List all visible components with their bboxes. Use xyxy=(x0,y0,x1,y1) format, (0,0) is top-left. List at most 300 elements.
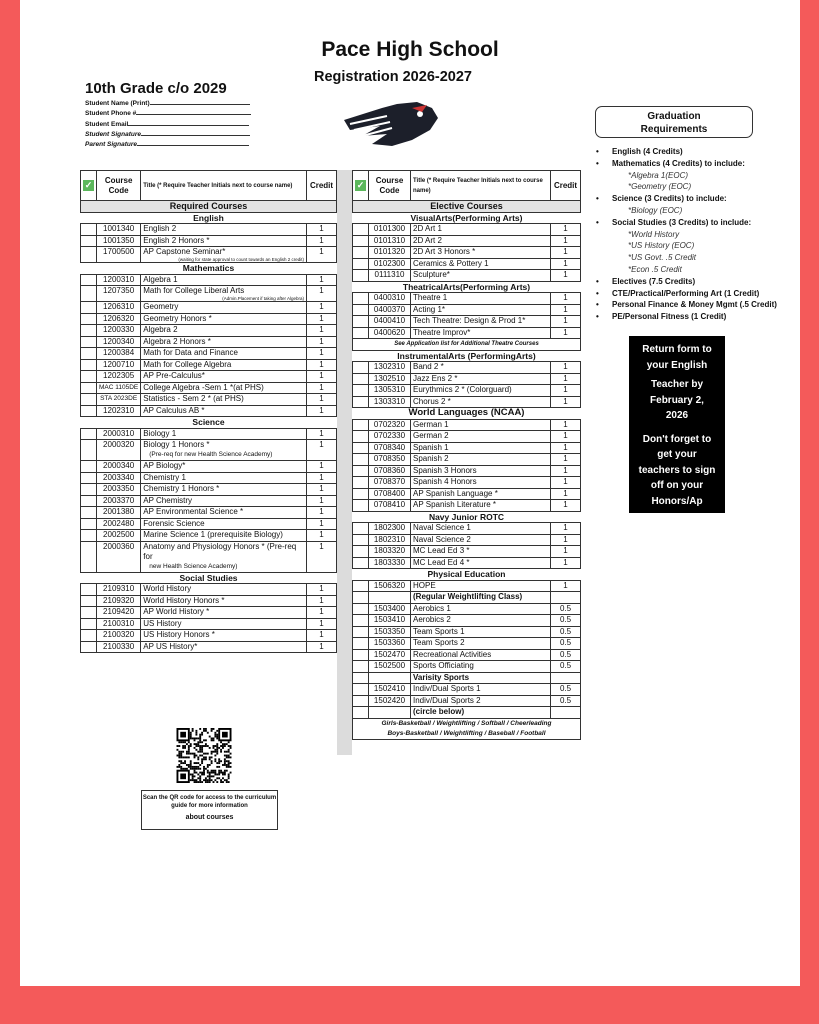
course-checkbox[interactable] xyxy=(81,495,97,507)
return-line: off on your xyxy=(650,480,704,491)
qr-caption: Scan the QR code for access to the curriculum guide for more information xyxy=(142,795,277,809)
table-header xyxy=(81,171,337,201)
page-subtitle: Registration 2026-2027 xyxy=(314,69,472,85)
course-checkbox[interactable] xyxy=(353,327,369,339)
course-row xyxy=(353,316,581,328)
course-code: 1803330 xyxy=(369,557,411,569)
course-title: Varisity Sports xyxy=(411,672,551,684)
section-header-row xyxy=(353,350,581,362)
course-credit: 1 xyxy=(307,302,337,314)
course-title: Algebra 2 xyxy=(141,325,307,337)
course-checkbox[interactable] xyxy=(353,684,369,696)
course-row xyxy=(353,362,581,374)
course-title: World History Honors * xyxy=(141,595,307,607)
course-checkbox[interactable] xyxy=(81,382,97,394)
course-credit: 1 xyxy=(307,325,337,337)
course-title: Forensic Science xyxy=(141,518,307,530)
course-credit: 1 xyxy=(551,419,581,431)
course-code: 0708410 xyxy=(369,500,411,512)
course-checkbox[interactable] xyxy=(353,224,369,236)
course-credit: 1 xyxy=(551,546,581,558)
course-code: 1200710 xyxy=(97,359,141,371)
course-row xyxy=(81,382,337,394)
course-row xyxy=(353,442,581,454)
return-line: Honors/Ap xyxy=(651,495,703,507)
requirement-item xyxy=(596,158,777,193)
course-checkbox[interactable] xyxy=(81,472,97,484)
course-row xyxy=(81,394,337,406)
course-credit: 1 xyxy=(551,362,581,374)
course-row xyxy=(81,428,337,440)
requirement-sub: *Biology (EOC) xyxy=(628,205,683,215)
course-row xyxy=(353,684,581,696)
course-title: Chemistry 1 xyxy=(141,472,307,484)
course-row xyxy=(81,530,337,542)
requirement-label: PE/Personal Fitness (1 Credit) xyxy=(612,312,727,322)
course-title: Math for College Liberal Arts (Admin.Placement if taking after Algebra) xyxy=(141,286,307,302)
course-row xyxy=(353,534,581,546)
course-row xyxy=(81,405,337,417)
section-header-row xyxy=(353,212,581,224)
sports-row xyxy=(353,718,581,739)
course-title: Team Sports 1 xyxy=(411,626,551,638)
course-checkbox[interactable] xyxy=(353,707,369,719)
course-checkbox[interactable] xyxy=(353,488,369,500)
course-code: 1503350 xyxy=(369,626,411,638)
requirement-sub: *World History xyxy=(628,229,680,239)
course-checkbox[interactable] xyxy=(81,630,97,642)
course-code: 0102300 xyxy=(369,258,411,270)
field-student-signature[interactable] xyxy=(85,130,251,140)
course-credit: 1 xyxy=(551,442,581,454)
course-row xyxy=(81,641,337,653)
course-checkbox[interactable] xyxy=(353,695,369,707)
course-checkbox[interactable] xyxy=(81,359,97,371)
sports-option[interactable]: Girls-Basketball / Weightlifting / Softball / Cheerleading xyxy=(381,719,552,727)
section-header: Navy Junior ROTC xyxy=(353,511,581,523)
course-title: US History xyxy=(141,618,307,630)
course-credit: 1 xyxy=(551,454,581,466)
course-title: HOPE xyxy=(411,580,551,592)
course-checkbox[interactable] xyxy=(353,557,369,569)
course-title: Math for Data and Finance xyxy=(141,348,307,360)
return-line: Don't forget to xyxy=(642,433,712,445)
course-row xyxy=(81,607,337,619)
course-checkbox[interactable] xyxy=(81,595,97,607)
col-code: Course Code xyxy=(369,171,411,201)
course-row xyxy=(81,461,337,473)
section-header-row xyxy=(353,569,581,581)
course-checkbox[interactable] xyxy=(81,302,97,314)
course-checkbox[interactable] xyxy=(353,477,369,489)
course-code: 1302310 xyxy=(369,362,411,374)
course-credit: 1 xyxy=(307,359,337,371)
course-row xyxy=(353,327,581,339)
course-credit: 1 xyxy=(551,477,581,489)
course-checkbox[interactable] xyxy=(81,313,97,325)
course-checkbox[interactable] xyxy=(81,461,97,473)
course-title: Acting 1* xyxy=(411,304,551,316)
requirement-item xyxy=(596,311,777,323)
requirement-label: Personal Finance & Money Mgmt (.5 Credit) xyxy=(612,300,777,310)
course-title: Indiv/Dual Sports 1 xyxy=(411,684,551,696)
course-row xyxy=(81,595,337,607)
course-credit: 1 xyxy=(307,484,337,496)
course-checkbox[interactable] xyxy=(81,641,97,653)
course-checkbox[interactable] xyxy=(353,247,369,259)
course-title: Algebra 1 xyxy=(141,274,307,286)
course-checkbox[interactable] xyxy=(81,348,97,360)
course-title: MC Lead Ed 4 * xyxy=(411,557,551,569)
course-checkbox[interactable] xyxy=(81,440,97,461)
course-title: AP Capstone Seminar* (waiting for state approval to count towards an English 2 credit) xyxy=(141,247,307,263)
field-line[interactable] xyxy=(141,130,250,136)
course-checkbox[interactable] xyxy=(81,371,97,383)
course-checkbox[interactable] xyxy=(353,592,369,604)
course-checkbox[interactable] xyxy=(353,316,369,328)
course-row xyxy=(353,270,581,282)
sports-options xyxy=(353,718,581,739)
return-line: Return form to xyxy=(642,344,712,355)
course-credit: 1 xyxy=(551,258,581,270)
course-credit: 1 xyxy=(307,630,337,642)
course-checkbox[interactable] xyxy=(353,442,369,454)
course-checkbox[interactable] xyxy=(81,405,97,417)
course-credit xyxy=(551,672,581,684)
course-credit: 1 xyxy=(307,336,337,348)
page-title: Pace High School xyxy=(321,38,499,61)
course-title: Team Sports 2 xyxy=(411,638,551,650)
course-checkbox[interactable] xyxy=(353,293,369,305)
course-row xyxy=(81,224,337,236)
course-row xyxy=(353,592,581,604)
section-footer: See Application list for Additional Theatre Courses xyxy=(353,339,581,351)
course-checkbox[interactable] xyxy=(353,615,369,627)
course-row xyxy=(353,615,581,627)
course-credit: 1 xyxy=(551,247,581,259)
course-checkbox[interactable] xyxy=(353,385,369,397)
course-row xyxy=(353,465,581,477)
course-credit: 1 xyxy=(307,461,337,473)
course-credit: 1 xyxy=(307,313,337,325)
course-row xyxy=(81,541,337,572)
course-credit: 0.5 xyxy=(551,626,581,638)
course-row xyxy=(81,359,337,371)
course-row xyxy=(81,584,337,596)
course-checkbox[interactable] xyxy=(353,454,369,466)
course-checkbox[interactable] xyxy=(353,638,369,650)
sports-option[interactable]: Boys-Basketball / Weightlifting / Baseball / Football xyxy=(387,729,546,737)
course-checkbox[interactable] xyxy=(353,534,369,546)
course-checkbox[interactable] xyxy=(353,626,369,638)
field-line[interactable] xyxy=(150,99,250,105)
field-label: Student Phone # xyxy=(85,110,137,118)
course-title: Biology 1 xyxy=(141,428,307,440)
course-credit: 1 xyxy=(307,618,337,630)
column-divider xyxy=(337,170,352,755)
course-row xyxy=(81,495,337,507)
course-credit: 1 xyxy=(551,396,581,408)
course-checkbox[interactable] xyxy=(353,661,369,673)
field-label: Student Name (Print) xyxy=(85,100,150,107)
course-checkbox[interactable] xyxy=(353,523,369,535)
section-banner: Elective Courses xyxy=(353,201,581,213)
course-credit: 1 xyxy=(551,465,581,477)
course-credit: 1 xyxy=(307,348,337,360)
course-code: 1001350 xyxy=(97,235,141,247)
course-code: 2000310 xyxy=(97,428,141,440)
course-code: 1503400 xyxy=(369,603,411,615)
return-line: teachers to sign xyxy=(638,464,716,476)
course-credit: 1 xyxy=(307,595,337,607)
graduation-requirements-list xyxy=(596,146,777,323)
course-checkbox[interactable] xyxy=(353,649,369,661)
section-header-row xyxy=(353,281,581,293)
course-title: Aerobics 1 xyxy=(411,603,551,615)
course-credit: 1 xyxy=(551,488,581,500)
course-code: 2003350 xyxy=(97,484,141,496)
section-header: Mathematics xyxy=(81,263,337,275)
course-code: 1503410 xyxy=(369,615,411,627)
requirement-item xyxy=(596,276,777,288)
course-row xyxy=(353,695,581,707)
course-code xyxy=(369,707,411,719)
course-row xyxy=(353,661,581,673)
course-code: 1200340 xyxy=(97,336,141,348)
course-title: Marine Science 1 (prerequisite Biology) xyxy=(141,530,307,542)
field-parent-signature[interactable] xyxy=(85,140,251,150)
course-row xyxy=(353,385,581,397)
course-row xyxy=(353,500,581,512)
course-credit: 0.5 xyxy=(551,615,581,627)
course-title: German 2 xyxy=(411,431,551,443)
field-label: Student Signature xyxy=(85,130,141,138)
course-title: Sports Officiating xyxy=(411,661,551,673)
checkbox-header xyxy=(81,171,97,201)
course-credit: 0.5 xyxy=(551,695,581,707)
return-line: Teacher by xyxy=(650,379,704,390)
course-checkbox[interactable] xyxy=(81,541,97,572)
course-title: Sculpture* xyxy=(411,270,551,282)
section-footer-row xyxy=(353,339,581,351)
section-header-row xyxy=(353,511,581,523)
course-code: 2002500 xyxy=(97,530,141,542)
col-credit: Credit xyxy=(551,171,581,201)
banner-row xyxy=(353,201,581,213)
course-checkbox[interactable] xyxy=(353,500,369,512)
course-code: 2109320 xyxy=(97,595,141,607)
course-title: Chemistry 1 Honors * xyxy=(141,484,307,496)
course-title: AP Chemistry xyxy=(141,495,307,507)
course-checkbox[interactable] xyxy=(81,224,97,236)
course-credit: 1 xyxy=(307,584,337,596)
course-code: 1700500 xyxy=(97,247,141,263)
course-note: new Health Science Academy) xyxy=(149,562,238,570)
course-code: 2000340 xyxy=(97,461,141,473)
course-checkbox[interactable] xyxy=(81,507,97,519)
course-row xyxy=(81,336,337,348)
course-checkbox[interactable] xyxy=(81,618,97,630)
course-checkbox[interactable] xyxy=(353,672,369,684)
course-credit: 1 xyxy=(551,293,581,305)
course-checkbox[interactable] xyxy=(81,274,97,286)
course-code xyxy=(369,672,411,684)
section-header: Social Studies xyxy=(81,572,337,584)
course-title: German 1 xyxy=(411,419,551,431)
course-row xyxy=(353,580,581,592)
grad-title-line: Graduation xyxy=(647,111,701,122)
course-code: 0708360 xyxy=(369,465,411,477)
course-code: 1506320 xyxy=(369,580,411,592)
course-code: 1202310 xyxy=(97,405,141,417)
course-checkbox[interactable] xyxy=(353,431,369,443)
course-title: AP World History * xyxy=(141,607,307,619)
course-credit: 1 xyxy=(551,235,581,247)
course-title: Math for College Algebra xyxy=(141,359,307,371)
course-title: (Regular Weightlifting Class) xyxy=(411,592,551,604)
course-credit xyxy=(551,707,581,719)
course-code: 1503360 xyxy=(369,638,411,650)
course-title: (circle below) xyxy=(411,707,551,719)
course-credit: 1 xyxy=(307,371,337,383)
course-credit: 1 xyxy=(307,641,337,653)
course-checkbox[interactable] xyxy=(353,235,369,247)
course-row xyxy=(81,507,337,519)
section-header: World Languages (NCAA) xyxy=(353,408,581,420)
section-header: VisualArts(Performing Arts) xyxy=(353,212,581,224)
course-code: 1502410 xyxy=(369,684,411,696)
course-credit: 1 xyxy=(307,507,337,519)
course-title: AP Biology* xyxy=(141,461,307,473)
section-header: Science xyxy=(81,417,337,429)
course-credit: 0.5 xyxy=(551,638,581,650)
field-line[interactable] xyxy=(137,140,249,146)
course-checkbox[interactable] xyxy=(81,325,97,337)
section-header: InstrumentalArts (PerformingArts) xyxy=(353,350,581,362)
course-row xyxy=(81,440,337,461)
course-credit: 1 xyxy=(307,235,337,247)
course-code: 0101320 xyxy=(369,247,411,259)
course-checkbox[interactable] xyxy=(353,304,369,316)
grad-title-line: Requirements xyxy=(640,124,708,135)
requirement-label: Electives (7.5 Credits) xyxy=(612,276,696,286)
course-code: 2000320 xyxy=(97,440,141,461)
course-code: 1302510 xyxy=(369,373,411,385)
course-row xyxy=(353,546,581,558)
course-credit: 1 xyxy=(551,327,581,339)
return-line: 2026 xyxy=(665,410,689,421)
course-checkbox[interactable] xyxy=(353,396,369,408)
course-row xyxy=(81,274,337,286)
course-checkbox[interactable] xyxy=(353,258,369,270)
course-checkbox[interactable] xyxy=(81,247,97,263)
course-title: Aerobics 2 xyxy=(411,615,551,627)
col-title: Title (* Require Teacher Initials next to course name) xyxy=(141,171,307,201)
course-row xyxy=(81,302,337,314)
course-title: Jazz Ens 2 * xyxy=(411,373,551,385)
course-checkbox[interactable] xyxy=(353,270,369,282)
course-checkbox[interactable] xyxy=(353,465,369,477)
course-credit: 1 xyxy=(551,534,581,546)
qr-code-icon[interactable] xyxy=(175,728,233,783)
banner-row xyxy=(81,201,337,213)
course-checkbox[interactable] xyxy=(353,362,369,374)
course-checkbox[interactable] xyxy=(81,484,97,496)
field-student-email[interactable] xyxy=(85,120,251,130)
required-courses-table xyxy=(80,170,337,653)
graduation-requirements-heading xyxy=(595,106,753,138)
course-row xyxy=(353,488,581,500)
course-row xyxy=(81,313,337,325)
course-checkbox[interactable] xyxy=(81,428,97,440)
course-checkbox[interactable] xyxy=(353,419,369,431)
requirement-item xyxy=(596,299,777,311)
course-credit: 1 xyxy=(307,394,337,406)
field-student-name-print-[interactable] xyxy=(85,99,251,109)
course-credit: 1 xyxy=(307,518,337,530)
field-label: Parent Signature xyxy=(85,141,138,149)
requirement-sub: *Algebra 1(EOC) xyxy=(628,170,689,180)
course-title: Tech Theatre: Design & Prod 1* xyxy=(411,316,551,328)
course-credit: 0.5 xyxy=(551,603,581,615)
course-checkbox[interactable] xyxy=(81,336,97,348)
field-line[interactable] xyxy=(128,120,248,126)
section-banner: Required Courses xyxy=(81,201,337,213)
course-title: Theatre Improv* xyxy=(411,327,551,339)
course-row xyxy=(353,396,581,408)
course-code: 0400310 xyxy=(369,293,411,305)
course-note: (Admin.Placement if taking after Algebra) xyxy=(222,296,304,301)
course-credit: 1 xyxy=(551,373,581,385)
course-credit: 1 xyxy=(307,541,337,572)
course-credit: 1 xyxy=(307,472,337,484)
pirate-logo-icon xyxy=(342,100,442,148)
table-header xyxy=(353,171,581,201)
field-line[interactable] xyxy=(136,109,251,115)
course-checkbox[interactable] xyxy=(81,286,97,302)
course-checkbox[interactable] xyxy=(81,394,97,406)
course-checkbox[interactable] xyxy=(353,373,369,385)
course-title: Indiv/Dual Sports 2 xyxy=(411,695,551,707)
qr-caption-2: about courses xyxy=(185,814,234,821)
course-code: 0702330 xyxy=(369,431,411,443)
requirement-label: CTE/Practical/Performing Art (1 Credit) xyxy=(612,288,760,298)
registration-form xyxy=(20,0,800,986)
requirement-sub: *US Govt. .5 Credit xyxy=(628,253,697,263)
course-title: AP Pre-Calculus* xyxy=(141,371,307,383)
course-checkbox[interactable] xyxy=(81,530,97,542)
course-code: 0400620 xyxy=(369,327,411,339)
course-credit: 1 xyxy=(307,382,337,394)
course-checkbox[interactable] xyxy=(81,607,97,619)
course-row xyxy=(81,518,337,530)
course-code: 0708340 xyxy=(369,442,411,454)
section-header: Physical Education xyxy=(353,569,581,581)
course-code: 1207350 xyxy=(97,286,141,302)
field-student-phone-[interactable] xyxy=(85,109,251,119)
course-code: 0400370 xyxy=(369,304,411,316)
section-header-row xyxy=(353,408,581,420)
course-checkbox[interactable] xyxy=(353,580,369,592)
course-checkbox[interactable] xyxy=(81,584,97,596)
course-row xyxy=(353,557,581,569)
course-checkbox[interactable] xyxy=(81,518,97,530)
course-checkbox[interactable] xyxy=(81,235,97,247)
course-checkbox[interactable] xyxy=(353,546,369,558)
course-code: 0702320 xyxy=(369,419,411,431)
course-row xyxy=(81,371,337,383)
course-checkbox[interactable] xyxy=(353,603,369,615)
